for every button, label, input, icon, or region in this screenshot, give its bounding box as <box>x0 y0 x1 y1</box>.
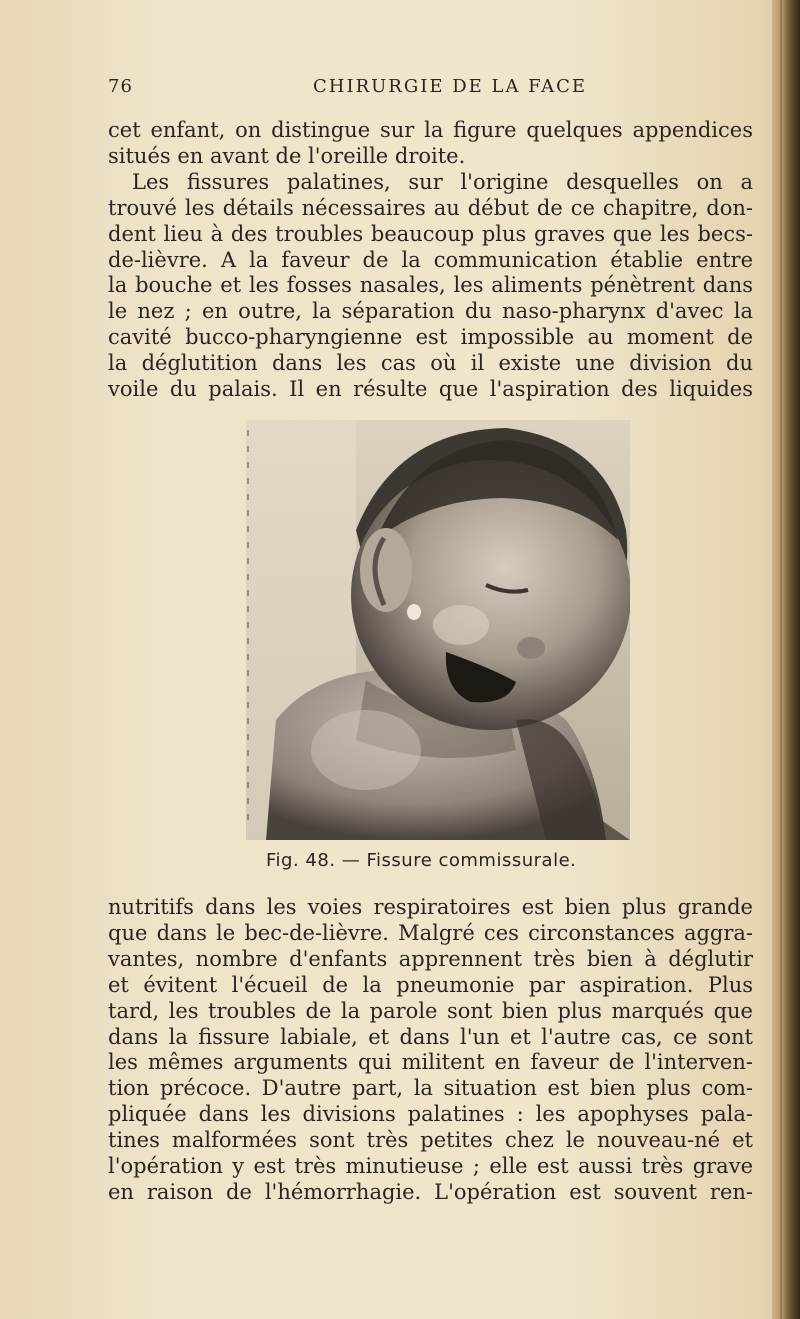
text-line: dent lieu à des troubles beaucoup plus graves que les becs- <box>108 221 753 246</box>
book-spine-shadow <box>772 0 800 1319</box>
text-line: l'opération y est très minutieuse ; elle est aussi très grave <box>108 1154 753 1179</box>
text-line: situés en avant de l'oreille droite. <box>108 143 466 168</box>
page-number: 76 <box>108 76 133 97</box>
text-line: de-lièvre. A la faveur de la communication établie entre <box>108 247 753 272</box>
paragraph-top <box>108 118 753 403</box>
text-line: tion précoce. D'autre part, la situation est bien plus com- <box>108 1076 753 1101</box>
paragraph-bottom <box>108 895 753 1206</box>
text-line: nutritifs dans les voies respiratoires est bien plus grande <box>108 895 753 919</box>
text-line: cavité bucco-pharyngienne est impossible au moment de <box>108 325 753 350</box>
text-line: la déglutition dans les cas où il existe une division du <box>108 351 753 376</box>
figure-photograph <box>246 420 630 840</box>
text-line: voile du palais. Il en résulte que l'aspiration des liquides <box>108 377 753 402</box>
text-line: le nez ; en outre, la séparation du naso-pharynx d'avec la <box>108 299 753 324</box>
figure-caption: Fig. 48. — Fissure commissurale. <box>266 850 577 871</box>
text-line: en raison de l'hémorrhagie. L'opération est souvent ren- <box>108 1179 753 1204</box>
page-header <box>108 76 753 100</box>
text-line: dans la fissure labiale, et dans l'un et l'autre cas, ce sont <box>108 1024 753 1049</box>
text-line: tines malformées sont très petites chez le nouveau-né et <box>108 1128 753 1153</box>
text-line: que dans le bec-de-lièvre. Malgré ces circonstances aggra- <box>108 920 753 945</box>
text-line: les mêmes arguments qui militent en faveur de l'interven- <box>108 1050 753 1075</box>
text-line: tard, les troubles de la parole sont bien plus marqués que <box>108 998 753 1023</box>
text-line: cet enfant, on distingue sur la figure quelques appendices <box>108 118 753 142</box>
infant-photo-illustration <box>246 420 630 840</box>
text-line: et évitent l'écueil de la pneumonie par aspiration. Plus <box>108 972 753 997</box>
text-line: trouvé les détails nécessaires au début de ce chapitre, don- <box>108 195 753 220</box>
text-line: pliquée dans les divisions palatines : les apophyses pala- <box>108 1102 753 1127</box>
running-title: CHIRURGIE DE LA FACE <box>313 76 588 97</box>
text-line: Les fissures palatines, sur l'origine desquelles on a <box>132 169 753 194</box>
text-line: la bouche et les fosses nasales, les aliments pénètrent dans <box>108 273 753 298</box>
text-line: vantes, nombre d'enfants apprennent très bien à déglutir <box>108 946 753 971</box>
